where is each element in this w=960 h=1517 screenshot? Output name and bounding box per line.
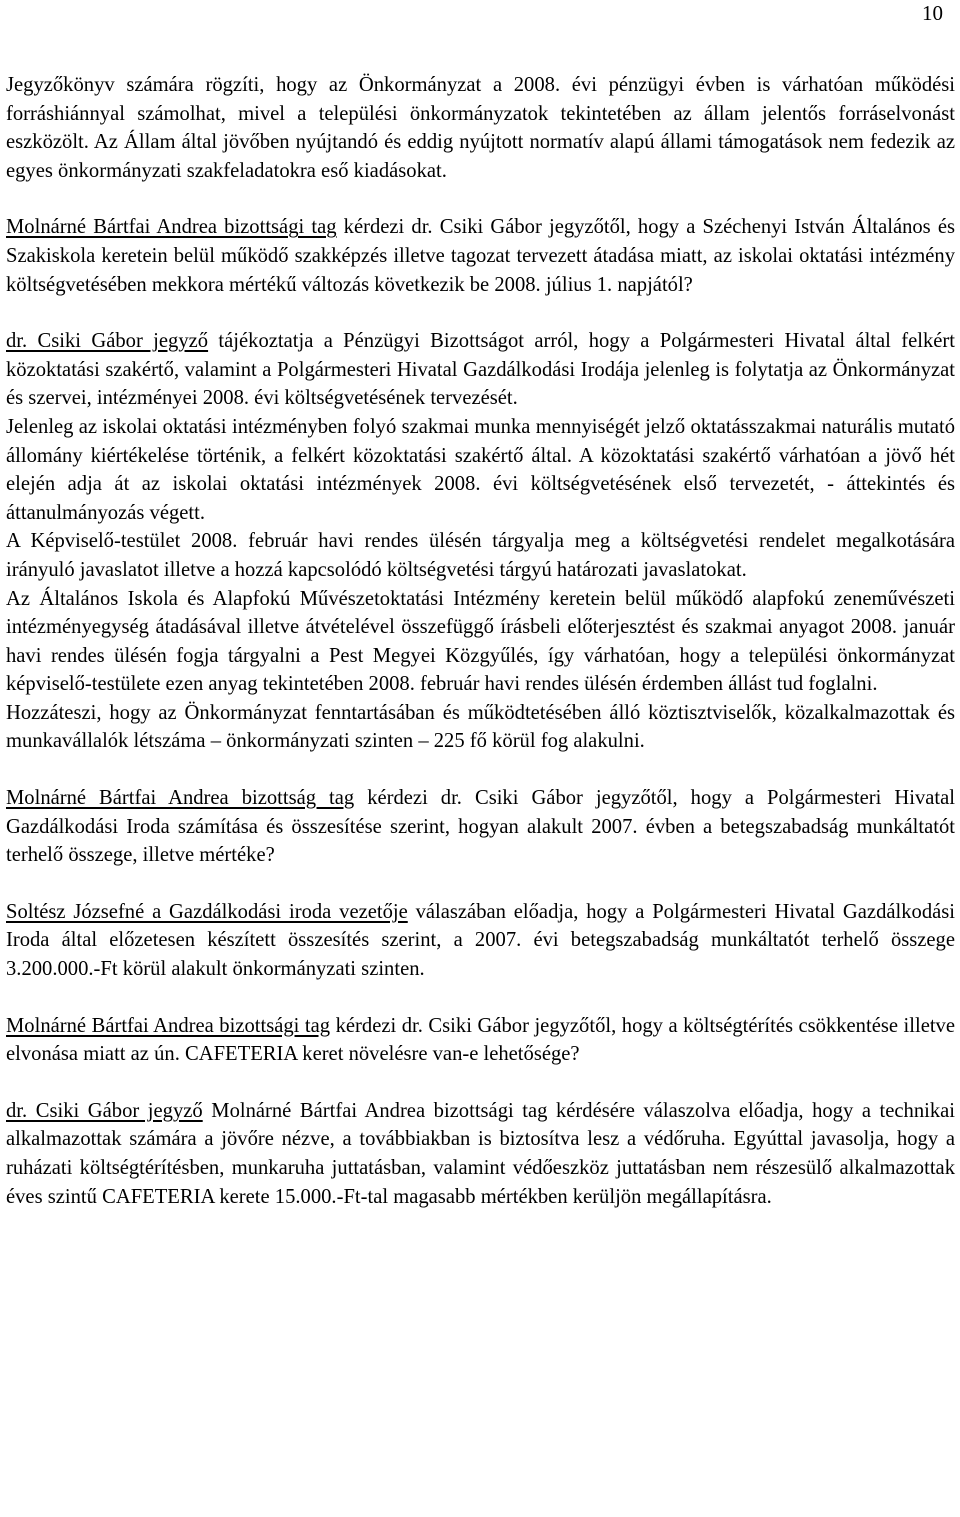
paragraph-evaluation <box>6 413 955 527</box>
paragraph-text: tájékoztatja a Pénzügyi Bizottságot arról, hogy a Polgármesteri Hivatal által felkért közoktatási szakértő, valamint a Polgármesteri Hivatal Gazdálkodási Irodája jelenleg is folytatja az Önkormányzat és szervei, intézményei 2008. évi költségvetésének tervezését. <box>6 330 955 410</box>
speaker-name: Molnárné Bártfai Andrea bizottság tag <box>6 787 355 810</box>
paragraph-text: Molnárné Bártfai Andrea bizottsági tag kérdésére válaszolva előadja, hogy a technikai alkalmazottak számára a jövőre nézve, a továbbiakban is biztosítva lesz a védőruha. Egyúttal javasolja, hogy a ruházati költségtérítésben, munkaruha juttatásban, valamint védőeszköz juttatásban nem részesülő alkalmazottak éves szintű CAFETERIA kerete 15.000.-Ft-tal magasabb mértékben kerüljön megállapításra. <box>6 1099 955 1208</box>
paragraph-text: kérdezi dr. Csiki Gábor jegyzőtől, hogy a Polgármesteri Hivatal Gazdálkodási Iroda számítása és összesítése szerint, hogyan alakult 2007. évben a betegszabadság munkáltatót terhelő összege, illetve mértéke? <box>6 787 955 867</box>
paragraph-text: válaszában előadja, hogy a Polgármesteri Hivatal Gazdálkodási Iroda által előzetesen készített összesítés szerint, a 2007. évi betegszabadság munkáltatót terhelő összege 3.200.000.-Ft körül alakult önkormányzati szinten. <box>6 900 955 981</box>
paragraph-deficit <box>6 71 955 185</box>
speaker-name: Molnárné Bártfai Andrea bizottsági tag <box>6 1014 331 1037</box>
paragraph-question-cafeteria <box>6 1012 955 1069</box>
paragraph-text: kérdezi dr. Csiki Gábor jegyzőtől, hogy a Széchenyi István Általános és Szakiskola keretein belül működő szakképzés illetve tagozat tervezett átadása miatt, az iskolai oktatási intézmény költségvetésében mekkora mértékű változás következik be 2008. július 1. napjától? <box>6 216 956 296</box>
paragraph-text: A Képviselő-testület 2008. február havi rendes ülésén tárgyalja meg a költségvetési rendelet megalkotására irányuló javaslatot illetve a hozzá kapcsolódó költségvetési tárgyú határozati javaslatokat. <box>6 530 955 581</box>
paragraph-question-school <box>6 213 955 299</box>
paragraph-text: Hozzáteszi, hogy az Önkormányzat fenntartásában és működtetésében álló köztisztviselők, közalkalmazottak és munkavállalók létszáma – önkormányzati szinten – 225 fő körül fog alakulni. <box>6 701 955 753</box>
paragraph-answer-cafeteria <box>6 1097 955 1211</box>
paragraph-answer-sickleave <box>6 898 955 984</box>
paragraph-answer-budget <box>6 327 955 413</box>
speaker-name: dr. Csiki Gábor jegyző <box>6 1099 203 1122</box>
speaker-name: Soltész Józsefné a Gazdálkodási iroda vezetője <box>6 900 408 923</box>
paragraph-text: Jelenleg az iskolai oktatási intézményben folyó szakmai munka mennyiségét jelző oktatásszakmai naturális mutató állomány kiértékelése történik, a felkért közoktatási szakértő által. A közoktatási szakértő várhatóan a jövő hét elején adja át az iskolai oktatási intézmények 2008. évi költségvetésének első tervezetét, - áttekintés és áttanulmányozás végett. <box>6 415 955 524</box>
paragraph-council-meeting <box>6 527 955 584</box>
paragraph-text: kérdezi dr. Csiki Gábor jegyzőtől, hogy a költségtérítés csökkentése illetve elvonása miatt az ún. CAFETERIA keret növelésre van-e lehetősége? <box>6 1014 955 1066</box>
paragraph-text: Jegyzőkönyv számára rögzíti, hogy az Önkormányzat a 2008. évi pénzügyi évben is várhatóan működési forráshiánnyal számolhat, mivel a települési önkormányzatok tekintetében az állam jelentős forráselvonást eszközölt. Az Állam által jövőben nyújtandó és eddig nyújtott normatív alapú állami támogatások nem fedezik az egyes önkormányzati szakfeladatokra eső kiadásokat. <box>6 74 955 182</box>
paragraph-text: Az Általános Iskola és Alapfokú Művészetoktatási Intézmény keretein belül működő alapfokú zeneművészeti intézményegység átadásával illetve átvételével összefüggő írásbeli előterjesztést és szakmai anyagot 2008. január havi rendes ülésén fogja tárgyalni a Pest Megyei Közgyűlés, így várhatóan, hogy a települési önkormányzat képviselő-testülete ezen anyag tekintetében 2008. február havi rendes ülésén érdemben állást tud foglalni. <box>6 587 955 696</box>
speaker-name: Molnárné Bártfai Andrea bizottsági tag <box>6 216 337 239</box>
paragraph-question-sickleave <box>6 784 955 870</box>
speaker-name: dr. Csiki Gábor jegyző <box>6 330 209 353</box>
paragraph-music-school <box>6 585 955 699</box>
document-body <box>6 71 955 1211</box>
paragraph-headcount <box>6 699 955 756</box>
page-number: 10 <box>922 1 943 25</box>
